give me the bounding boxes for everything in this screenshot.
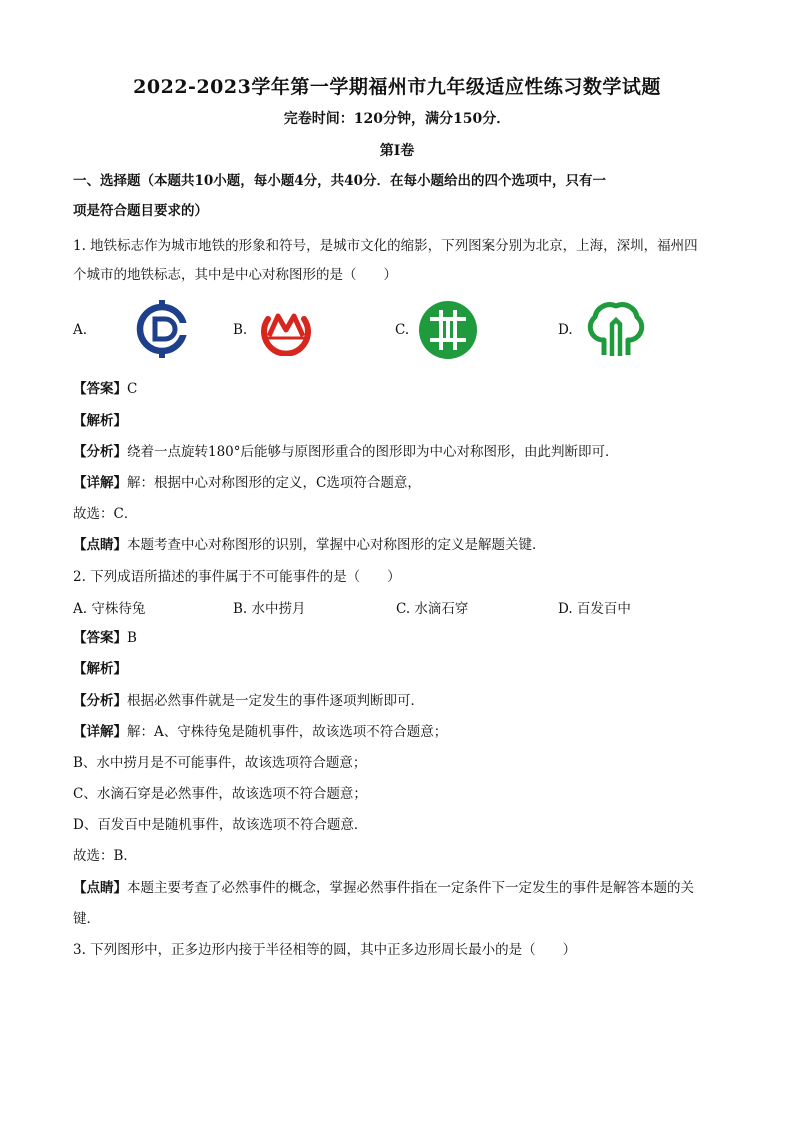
answer-value: B [127,630,137,646]
q1-option-a [73,300,203,360]
q2-line-c: C、水滴石穿是必然事件，故该选项不符合题意； [73,786,367,802]
q2-choice-c: C. 水滴石穿 [396,601,469,617]
q1-options [73,300,723,360]
option-letter: C. [395,322,410,338]
fenxi-text: 根据必然事件就是一定发生的事件逐项判断即可． [127,693,424,709]
q2-choice-d: D. 百发百中 [558,601,631,617]
volume-heading: 第I卷 [379,143,415,159]
q2-conclusion: 故选：B． [73,848,137,864]
fenxi-tag: 【分析】 [73,444,127,460]
answer-tag: 【答案】 [73,381,127,397]
option-letter: D. [558,322,573,338]
q2-fenxi [73,691,723,711]
q1-conclusion: 故选：C． [73,506,138,522]
fuzhou-metro-logo-icon [582,300,650,360]
fenxi-text: 绕着一点旋转180°后能够与原图形重合的图形即为中心对称图形，由此判断即可． [127,444,619,460]
option-letter: B. [233,322,248,338]
exam-time-note: 完卷时间：120分钟，满分150分． [283,111,511,127]
q2-choice-a: A. 守株待兔 [73,601,146,617]
dianjing-tag: 【点睛】 [73,880,127,896]
dianjing-tag: 【点睛】 [73,537,127,553]
answer-tag: 【答案】 [73,630,127,646]
section-heading-line1: 一、选择题（本题共10小题，每小题4分，共40分．在每小题给出的四个选项中，只有一 [73,173,606,189]
dianjing-text: 本题主要考查了必然事件的概念，掌握必然事件指在一定条件下一定发生的事件是解答本题的关 [127,880,694,896]
answer-value: C [127,381,138,397]
q1-option-d [558,300,708,360]
beijing-metro-logo-icon [135,300,189,358]
xiangjie-tag: 【详解】 [73,475,127,491]
q1-option-b [233,300,363,360]
option-letter: A. [73,322,88,338]
q2-stem: 2. 下列成语所描述的事件属于不可能事件的是（ ） [73,569,401,585]
fenxi-tag: 【分析】 [73,693,127,709]
q1-stem-line2: 个城市的地铁标志，其中是中心对称图形的是（ ） [73,267,397,283]
q2-line-d: D、百发百中是随机事件，故该选项不符合题意． [73,817,368,833]
q2-analysis-tag: 【解析】 [73,661,127,677]
section-heading-line2: 项是符合题目要求的） [73,203,208,219]
q1-xiangjie [73,473,723,493]
q1-answer [73,379,723,399]
q1-stem-line1: 1. 地铁标志作为城市地铁的形象和符号，是城市文化的缩影，下列图案分别为北京，上海，深圳，福州四 [73,238,698,254]
xiangjie-text: 解：根据中心对称图形的定义，C选项符合题意， [127,475,421,491]
q2-choice-b: B. 水中捞月 [233,601,306,617]
dianjing-text: 本题考查中心对称图形的识别，掌握中心对称图形的定义是解题关键． [127,537,546,553]
q3-stem: 3. 下列图形中，正多边形内接于半径相等的圆，其中正多边形周长最小的是（ ） [73,942,577,958]
q2-xiangjie [73,722,723,742]
q2-answer [73,628,723,648]
shenzhen-metro-logo-icon [418,300,478,360]
q2-dianjing [73,878,723,898]
q1-fenxi [73,442,723,462]
q2-line-b: B、水中捞月是不可能事件，故该选项符合题意； [73,755,367,771]
q1-option-c [395,300,525,360]
page-title: 2022-2023学年第一学期福州市九年级适应性练习数学试题 [133,76,661,98]
q1-analysis-tag: 【解析】 [73,413,127,429]
q1-dianjing [73,535,723,555]
q2-choices [73,597,723,617]
xiangjie-text: 解：A、守株待兔是随机事件，故该选项不符合题意； [127,724,448,740]
shanghai-metro-logo-icon [258,300,314,356]
xiangjie-tag: 【详解】 [73,724,127,740]
q2-dianjing-line2: 键． [73,911,100,927]
